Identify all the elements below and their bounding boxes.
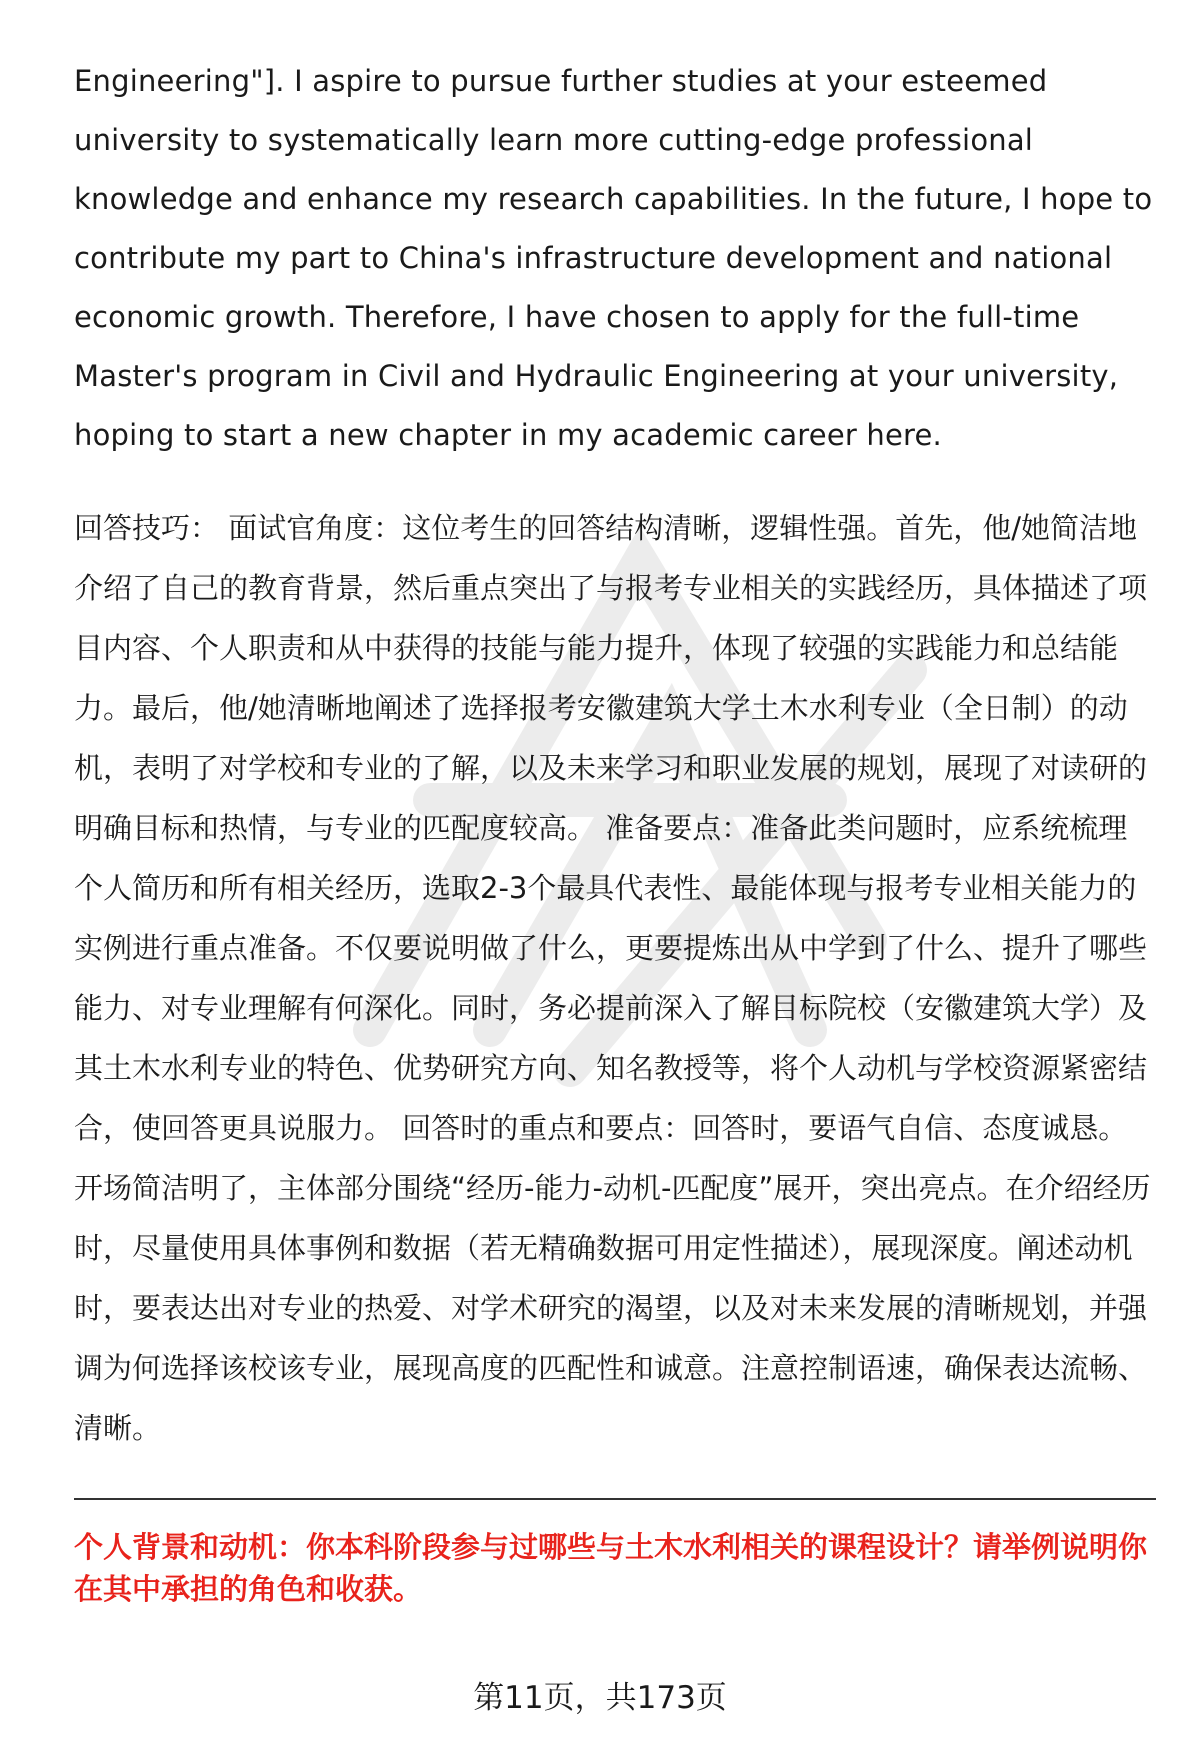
section-divider [74,1498,1156,1500]
answer-english-paragraph: Engineering"]. I aspire to pursue further studies at your esteemed university to systematically learn more cutting-edge professional knowledge and enhance my research capabilities. In the future, I hope to contribute my part to China's infrastructure development and national economic growth. Therefore, I have chosen to apply for the full-time Master's program in Civil and Hydraulic Engineering at your university, hoping to start a new chapter in my academic career here. [74,64,1153,452]
page-number-footer: 第11页，共173页 [473,1680,727,1716]
answer-tips-paragraph: 回答技巧： 面试官角度：这位考生的回答结构清晰，逻辑性强。首先，他/她简洁地介绍了自己的教育背景，然后重点突出了与报考专业相关的实践经历，具体描述了项目内容、个人职责和从中获得的技能与能力提升，体现了较强的实践能力和总结能力。最后，他/她清晰地阐述了选择报考安徽建筑大学土木水利专业（全日制）的动机，表明了对学校和专业的了解，以及未来学习和职业发展的规划，展现了对读研的明确目标和热情，与专业的匹配度较高。 准备要点：准备此类问题时，应系统梳理个人简历和所有相关经历，选取2-3个最具代表性、最能体现与报考专业相关能力的实例进行重点准备。不仅要说明做了什么，更要提炼出从中学到了什么、提升了哪些能力、对专业理解有何深化。同时，务必提前深入了解目标院校（安徽建筑大学）及其土木水利专业的特色、优势研究方向、知名教授等，将个人动机与学校资源紧密结合，使回答更具说服力。 回答时的重点和要点：回答时，要语气自信、态度诚恳。开场简洁明了，主体部分围绕“经历-能力-动机-匹配度”展开，突出亮点。在介绍经历时，尽量使用具体事例和数据（若无精确数据可用定性描述），展现深度。阐述动机时，要表达出对专业的热爱、对学术研究的渴望，以及对未来发展的清晰规划，并强调为何选择该校该专业，展现高度的匹配性和诚意。注意控制语速，确保表达流畅、清晰。 [74,511,1151,1445]
next-question-heading: 个人背景和动机：你本科阶段参与过哪些与土木水利相关的课程设计？请举例说明你在其中承担的角色和收获。 [74,1530,1148,1606]
